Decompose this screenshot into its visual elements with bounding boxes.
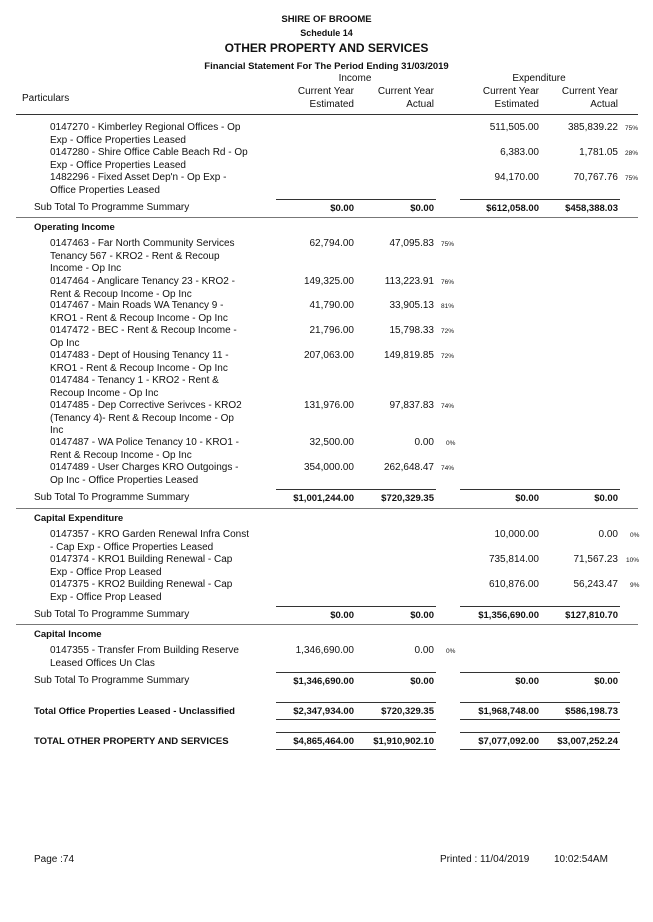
inc-estimated: 32,500.00 xyxy=(309,437,354,448)
inc-actual: 47,095.83 xyxy=(389,238,434,249)
particulars-header: Particulars xyxy=(22,93,70,104)
inc-estimated: 354,000.00 xyxy=(303,462,354,473)
subtotal-label: Sub Total To Programme Summary xyxy=(34,492,190,503)
subtotal-inc-est: $0.00 xyxy=(330,203,354,214)
exp-estimated: 735,814.00 xyxy=(488,554,539,565)
subtotal-rule-income xyxy=(276,672,436,673)
inc-actual: 149,819.85 xyxy=(383,350,434,361)
pct: 81% xyxy=(441,303,455,310)
exp-actual: 1,781.05 xyxy=(579,147,618,158)
row-description: 1482296 - Fixed Asset Dep'n - Op Exp - Office Properties Leased xyxy=(50,172,227,196)
exp-act-header-2: Actual xyxy=(590,99,618,110)
section-rule xyxy=(16,508,638,509)
subtotal-exp-act: $0.00 xyxy=(594,493,618,504)
pct: 74% xyxy=(441,465,455,472)
exp-estimated: 511,505.00 xyxy=(489,122,539,133)
total-office-inc-est: $2,347,934.00 xyxy=(293,706,354,717)
inc-actual: 0.00 xyxy=(414,437,434,448)
grand-inc-act: $1,910,902.10 xyxy=(373,736,434,747)
expenditure-header: Expenditure xyxy=(512,73,566,84)
row-description: 0147483 - Dept of Housing Tenancy 11 - KRO1 - Rent & Recoup Income - Op Inc xyxy=(50,350,229,374)
subtotal-exp-act: $0.00 xyxy=(594,676,618,687)
subtotal-exp-est: $0.00 xyxy=(515,676,539,687)
subtotal-exp-est: $0.00 xyxy=(515,493,539,504)
grand-rule-income xyxy=(276,732,436,733)
subtotal-inc-act: $0.00 xyxy=(410,203,434,214)
pct: 76% xyxy=(441,279,455,286)
exp-actual: 0.00 xyxy=(598,529,618,540)
row-description: 0147489 - User Charges KRO Outgoings - Op Inc - Office Properties Leased xyxy=(50,462,239,486)
pct: 0% xyxy=(446,648,456,655)
pct: 28% xyxy=(625,150,639,157)
subtotal-rule-income xyxy=(276,199,436,200)
row-description: 0147357 - KRO Garden Renewal Infra Const - Cap Exp - Office Properties Leased xyxy=(50,529,249,553)
row-description: 0147374 - KRO1 Building Renewal - Cap Exp - Office Prop Leased xyxy=(50,554,233,578)
row-description: 0147487 - WA Police Tenancy 10 - KRO1 - Rent & Recoup Income - Op Inc xyxy=(50,437,239,461)
inc-actual: 262,648.47 xyxy=(383,462,434,473)
inc-estimated: 1,346,690.00 xyxy=(295,645,354,656)
inc-actual: 97,837.83 xyxy=(389,400,434,411)
subtotal-inc-est: $1,346,690.00 xyxy=(293,676,354,687)
total-rule-income-bottom xyxy=(276,719,436,720)
row-description: 0147280 - Shire Office Cable Beach Rd - Op Exp - Office Properties Leased xyxy=(50,147,248,171)
pct: 74% xyxy=(441,403,455,410)
subtotal-inc-act: $0.00 xyxy=(410,610,434,621)
grand-rule-exp xyxy=(460,732,620,733)
subtotal-rule-exp xyxy=(460,672,620,673)
inc-est-header-1: Current Year xyxy=(297,86,354,97)
subtotal-inc-act: $720,329.35 xyxy=(381,493,434,504)
pct: 72% xyxy=(441,353,455,360)
exp-estimated: 94,170.00 xyxy=(494,172,539,183)
pct: 0% xyxy=(630,532,640,539)
exp-actual: 56,243.47 xyxy=(573,579,618,590)
printed-date: Printed : 11/04/2019 xyxy=(440,854,530,865)
subtotal-rule-income xyxy=(276,489,436,490)
org-name: SHIRE OF BROOME xyxy=(281,14,372,25)
exp-act-header-1: Current Year xyxy=(561,86,618,97)
inc-estimated: 149,325.00 xyxy=(303,276,354,287)
total-office-exp-act: $586,198.73 xyxy=(565,706,618,717)
grand-inc-est: $4,865,464.00 xyxy=(293,736,354,747)
inc-estimated: 41,790.00 xyxy=(309,300,354,311)
subtotal-inc-est: $0.00 xyxy=(330,610,354,621)
exp-est-header-2: Estimated xyxy=(494,99,539,110)
subtotal-exp-act: $458,388.03 xyxy=(565,203,618,214)
section-heading-capital-expenditure: Capital Expenditure xyxy=(34,513,124,524)
page-number: Page :74 xyxy=(34,854,75,865)
row-description: 0147464 - Anglicare Tenancy 23 - KRO2 - Rent & Recoup Income - Op Inc xyxy=(50,276,235,300)
report-title: OTHER PROPERTY AND SERVICES xyxy=(224,41,429,55)
subtotal-rule-exp xyxy=(460,489,620,490)
section-heading-capital-income: Capital Income xyxy=(34,629,102,640)
inc-actual: 0.00 xyxy=(414,645,434,656)
inc-estimated: 207,063.00 xyxy=(303,350,354,361)
section-rule xyxy=(16,217,638,218)
subtotal-rule-exp xyxy=(460,199,620,200)
total-office-label: Total Office Properties Leased - Unclassified xyxy=(34,706,235,717)
subtotal-inc-est: $1,001,244.00 xyxy=(293,493,354,504)
row-description: 0147485 - Dep Corrective Serivces - KRO2 (Tenancy 4)- Rent & Recoup Income - Op Inc xyxy=(50,400,242,436)
pct: 75% xyxy=(441,241,455,248)
inc-estimated: 21,796.00 xyxy=(309,325,354,336)
row-description: 0147472 - BEC - Rent & Recoup Income - Op Inc xyxy=(50,325,237,349)
subtotal-exp-est: $612,058.00 xyxy=(486,203,539,214)
schedule-label: Schedule 14 xyxy=(300,28,353,38)
subtotal-exp-est: $1,356,690.00 xyxy=(478,610,539,621)
total-rule-exp-bottom xyxy=(460,719,620,720)
inc-est-header-2: Estimated xyxy=(309,99,354,110)
inc-act-header-1: Current Year xyxy=(377,86,434,97)
subtotal-label: Sub Total To Programme Summary xyxy=(34,675,190,686)
exp-estimated: 6,383.00 xyxy=(500,147,539,158)
inc-actual: 113,223.91 xyxy=(384,276,434,287)
pct: 75% xyxy=(625,125,639,132)
total-office-inc-act: $720,329.35 xyxy=(381,706,434,717)
grand-rule-income-bottom xyxy=(276,749,436,750)
income-header: Income xyxy=(338,73,372,84)
total-office-exp-est: $1,968,748.00 xyxy=(478,706,539,717)
row-description: 0147467 - Main Roads WA Tenancy 9 - KRO1 - Rent & Recoup Income - Op Inc xyxy=(50,300,228,324)
period-label: Financial Statement For The Period Ending 31/03/2019 xyxy=(204,61,449,72)
grand-exp-est: $7,077,092.00 xyxy=(478,736,539,747)
grand-total-label: TOTAL OTHER PROPERTY AND SERVICES xyxy=(34,736,229,747)
pct: 75% xyxy=(625,175,639,182)
row-description: 0147355 - Transfer From Building Reserve Leased Offices Un Clas xyxy=(50,645,239,669)
exp-actual: 385,839.22 xyxy=(567,122,618,133)
exp-estimated: 610,876.00 xyxy=(488,579,539,590)
row-description: 0147375 - KRO2 Building Renewal - Cap Exp - Office Prop Leased xyxy=(50,579,233,603)
pct: 10% xyxy=(626,557,640,564)
row-description: 0147484 - Tenancy 1 - KRO2 - Rent & Recoup Income - Op Inc xyxy=(50,375,219,399)
section-heading-operating-income: Operating Income xyxy=(34,222,115,233)
exp-actual: 70,767.76 xyxy=(573,172,618,183)
printed-time: 10:02:54AM xyxy=(554,854,608,865)
total-rule-exp xyxy=(460,702,620,703)
inc-estimated: 62,794.00 xyxy=(309,238,354,249)
pct: 72% xyxy=(441,328,455,335)
pct: 0% xyxy=(446,440,456,447)
row-description: 0147463 - Far North Community Services Tenancy 567 - KRO2 - Rent & Recoup Income - Op Inc xyxy=(50,238,235,274)
subtotal-exp-act: $127,810.70 xyxy=(565,610,618,621)
subtotal-inc-act: $0.00 xyxy=(410,676,434,687)
inc-actual: 15,798.33 xyxy=(389,325,434,336)
total-rule-income xyxy=(276,702,436,703)
inc-act-header-2: Actual xyxy=(406,99,434,110)
pct: 9% xyxy=(630,582,640,589)
exp-estimated: 10,000.00 xyxy=(494,529,539,540)
grand-rule-exp-bottom xyxy=(460,749,620,750)
exp-est-header-1: Current Year xyxy=(482,86,539,97)
subtotal-rule-income xyxy=(276,606,436,607)
inc-estimated: 131,976.00 xyxy=(303,400,354,411)
section-rule xyxy=(16,624,638,625)
exp-actual: 71,567.23 xyxy=(573,554,618,565)
grand-exp-act: $3,007,252.24 xyxy=(557,736,618,747)
row-description: 0147270 - Kimberley Regional Offices - Op Exp - Office Properties Leased xyxy=(50,122,241,146)
inc-actual: 33,905.13 xyxy=(389,300,434,311)
header-rule xyxy=(16,114,638,115)
subtotal-label: Sub Total To Programme Summary xyxy=(34,609,190,620)
subtotal-label: Sub Total To Programme Summary xyxy=(34,202,190,213)
subtotal-rule-exp xyxy=(460,606,620,607)
